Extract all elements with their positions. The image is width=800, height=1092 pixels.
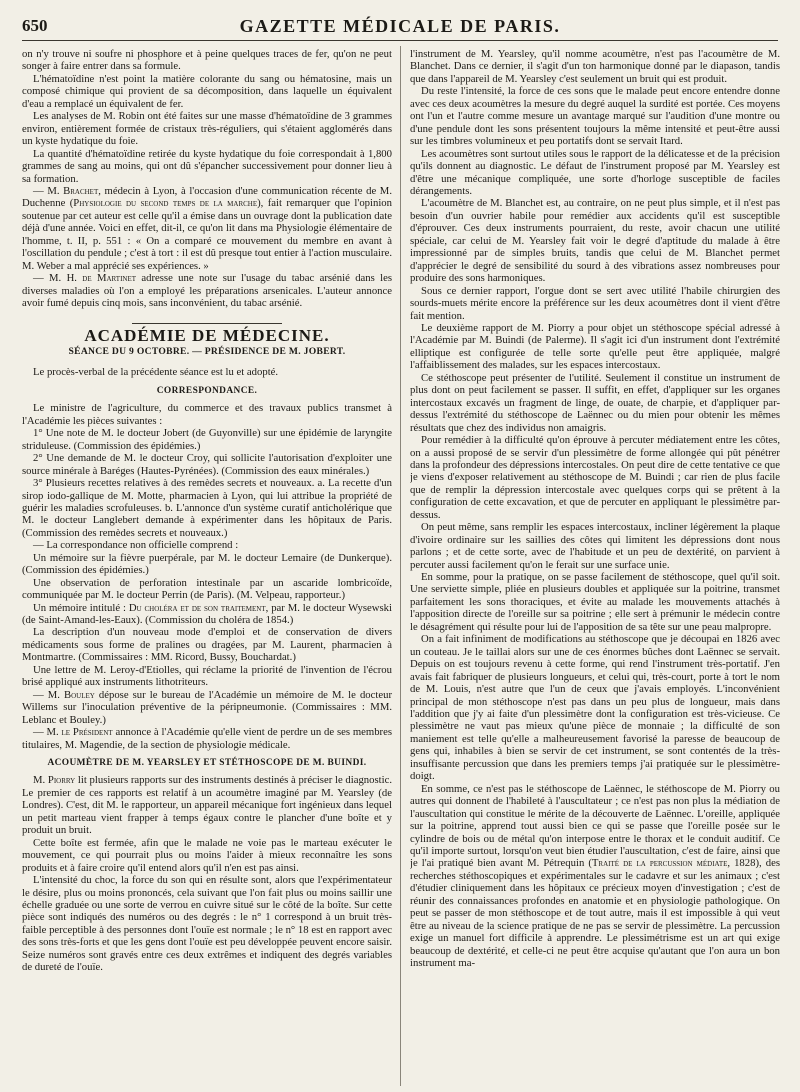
speaker-name: M. Piorry xyxy=(33,774,76,787)
paragraph-text: Un mémoire intitulé : xyxy=(33,601,129,614)
paragraph-text: , médecin à Lyon, à l'occasion d'une communication récente de M. Duchenne ( xyxy=(22,184,392,210)
paragraph: Du reste l'intensité, la force de ces sons que le malade peut encore entendre donne avec ces deux acoumètres la mesure du degré auquel la surdité est portée. Ces moyens ont l'un et l'autre comme mesure un avantage marqué sur l'audition d'une montre ou d'une pendule dont les sons présentent toujours la même intensité et peut-être aussi sur les timbres volumineux et peu portatifs dont se servait Itard. xyxy=(410,85,780,148)
work-title: Physiologie du second temps de la marche xyxy=(73,197,258,210)
paragraph-text: dépose sur le bureau de l'Académie un mémoire de M. le docteur Willems sur l'inoculation préventive de la péripneumonie. (Commissaires : MM. Leblanc et Bouley.) xyxy=(22,688,392,726)
page-number: 650 xyxy=(22,16,48,35)
paragraph: On a fait infiniment de modifications au stéthoscope que je découpai en 1826 avec un couteau. Je le taillai alors sur une de ces énormes bûches dont Laënnec se servait. Depuis on est toujours revenu à cette forme, qui rend l'instrument très-portatif. J'en avais fait fabriquer de plusieurs longueurs, et celui qui, très-court, porte à tort le nom de M. Louis, n'est autre que l'un de ceux que j'avais employés. L'inconvénient principal de mon stéthoscope n'est pas dans un peu plus de longueur, mais dans l'addition que j'y ai faite d'un plessimètre dont la configuration est très-vicieuse. Ce plessimètre ne vaut pas mieux qu'une pièce de monnaie ; la difficulté de son maniement est telle qu'elle a malheureusement favorisé la paresse de beaucoup de gens qui, inhabiles à bien se servir de cet instrument, se sont contentés de la très-insuffisante percussion que dans les premiers temps j'ai pratiquée sur le plessimètre-doigt. xyxy=(410,633,780,783)
paragraph: Sous ce dernier rapport, l'orgue dont se sert avec utilité l'habile chirurgien des sourds-muets mérite encore la préférence sur les deux acoumètres dont il vient d'être fait mention. xyxy=(410,284,780,322)
section-title: ACADÉMIE DE MÉDECINE. xyxy=(84,325,330,345)
paragraph-text: adresse une note sur l'usage du tabac arsénié dans les diverses maladies où l'on a employé les préparations arsenicales. L'auteur annonce avoir fumé depuis cinq mois, sans inconvénient, du tabac arsénié. xyxy=(22,272,392,310)
paragraph: Le ministre de l'agriculture, du commerce et des travaux publics transmet à l'Académie les pièces suivantes : xyxy=(22,402,392,427)
paragraph: L'intensité du choc, la force du son qui en résulte sont, alors que l'expérimentateur le désire, plus ou moins prononcés, cela suivant que l'on fait plus ou moins saillir une échelle graduée ou une sorte de verrou en cuivre situé sur le côté de la boîte. Sur cette pièce sont indiqués des numéros ou des degrés : le n° 1 correspond à un bruit très-faible perceptible à des personnes dont l'ouïe est normale ; le n° 18 est en rapport avec des sons très-forts et que les gens dont l'ouïe est peu développée peuvent encore saisir. Seize numéros sont gravés entre ces deux extrêmes et indiquent des degrés variables de dureté de l'ouïe. xyxy=(22,874,392,974)
paragraph: Le procès-verbal de la précédente séance est lu et adopté. xyxy=(33,366,279,379)
paragraph: Les analyses de M. Robin ont été faites sur une masse d'hématoïdine de 3 grammes environ, entièrement formée de cristaux très-réguliers, qui s'étaient agglomérés dans un kyste hydatique du foie. xyxy=(22,110,392,148)
paragraph-text: lit plusieurs rapports sur des instruments destinés à préciser le diagnostic. Le premier de ces rapports est relatif à un acoumètre imaginé par M. Yearsley (de Londres). C'est, dit M. le rapporteur, un appareil mécanique fort ingénieux dans lequel un petit marteau vient frapper à temps égaux contre le plancher d'une boîte et y produit un bruit. xyxy=(22,774,392,837)
paragraph-martinet: — M. H. de Martinet adresse une note sur l'usage du tabac arsénié dans les diverses maladies où l'on a employé les préparations arsenicales. L'auteur annonce avoir fumé depuis cinq mois, sans inconvénient, du tabac arsénié. xyxy=(22,272,392,310)
list-item: Une lettre de M. Leroy-d'Etiolles, qui réclame la priorité de l'invention de l'écrou brisé appliqué aux instruments lithotriteurs. xyxy=(22,663,392,689)
paragraph: Cette boîte est fermée, afin que le malade ne voie pas le marteau exécuter le mouvement, ce qui pourrait plus ou moins l'aider à mieux reconnaître les sons produits et à faire croire qu'il entend alors qu'il n'en est pas ainsi. xyxy=(22,836,392,874)
paragraph-piorry xyxy=(22,774,392,836)
speaker-name: M. Brachet xyxy=(47,184,99,197)
paragraph: Les acoumètres sont surtout utiles sous le rapport de la délicatesse et de la précision qu'ils donnent au diagnostic. Le défaut de l'instrument proposé par M. Yearsley est d'être une mécanique compliquée, une sorte d'horloge susceptible de faciles dérangements. xyxy=(410,147,780,197)
subheading-correspondance: CORRESPONDANCE. xyxy=(156,385,258,396)
paragraph-text: annonce à l'Académie qu'elle vient de perdre un de ses membres titulaires, M. Magendie, de la section de physiologie médicale. xyxy=(22,726,392,751)
paragraph: En somme, pour la pratique, on se passe facilement de stéthoscope, quel qu'il soit. Une serviette simple, pliée en plusieurs doubles et appliquée sur la poitrine, transmet parfaitement les sons thoraciques, et évite au malade les mouvements attachés à l'apposition directe de l'oreille sur sa poitrine ; elle sert à prémunir le médecin contre le désagrément qui résulte pour lui de l'apposition de sa tête sur une peau malpropre. xyxy=(410,571,780,633)
speaker-name: M. H. de Martinet xyxy=(49,272,137,285)
paragraph: — La correspondance non officielle comprend : xyxy=(33,539,239,552)
paragraph: La quantité d'hématoïdine retirée du kyste hydatique du foie correspondait à 1,800 grammes de sang au moins, qui ont dû s'épancher successivement pour donner lieu à sa formation. xyxy=(22,147,392,185)
page-header xyxy=(22,14,778,41)
paragraph: L'hématoïdine n'est point la matière colorante du sang ou hématosine, mais un composé chimique qui provient de sa décomposition, dans laquelle un équivalent d'eau a remplacé un équivalent de fer. xyxy=(22,72,392,110)
right-column xyxy=(410,48,780,1084)
paragraph-text: ), fait remarquer que l'opinion soutenue par cet auteur est celle qu'il a émise dans un ouvrage dont la publication date déjà d'une année. Voici en effet, dit-il, ce qu'on lit dans ma Physiologie élémentaire de l'homme, t. II, p. 551 : « On a comparé ce mouvement du membre en avant à l'oscillation du pendule ; c'est à tort : il est dû presque tout entier à l'action musculaire. M. Weber a mal apprécié ses expériences. » xyxy=(22,197,392,272)
column-divider xyxy=(400,46,401,1086)
paragraph-text: , 1828), des recherches stéthoscopiques et expérimentales sur le cadavre et sur les animaux ; c'est d'étudier cliniquement dans les hôpitaux ce précieux moyen d'investigation ; c'est de réunir des connaissances profondes en anatomie et en physiologie pathologique. On peut se passer de mon stéthoscope et de tout autre, mais il est impossible à qui veut être au niveau de la science pratique de ne pas se servir de plessimètre. La percussion exige un manuel fort difficile à apprendre. Le plessimétrisme est un art qui exige beaucoup de dextérité, et celle-ci ne peut être acquise qu'autant que l'on aura un bon instrument ma- xyxy=(410,857,780,970)
left-column xyxy=(22,48,392,1084)
paragraph-brachet: — M. Brachet, médecin à Lyon, à l'occasion d'une communication récente de M. Duchenne (Physiologie du second temps de la marche), fait remarquer que l'opinion soutenue par cet auteur est celle qu'il a émise dans un ouvrage dont la publication date déjà d'une année. Voici en effet, dit-il, ce qu'on lit dans ma Physiologie élémentaire de l'homme, t. II, p. 551 : « On a comparé ce mouvement du membre en avant à l'oscillation du pendule ; c'est à tort : il est dû presque tout entier à l'action musculaire. M. Weber a mal apprécié ses expériences. » xyxy=(22,184,392,272)
paragraph: L'acoumètre de M. Blanchet est, au contraire, on ne peut plus simple, et il n'est pas besoin d'un ouvrier habile pour remédier aux accidents qu'il est susceptible d'éprouver. Ces deux instruments pourraient, du reste, avoir chacun une utilité spéciale, car celui de M. Yearsley fait voir le degré d'aptitude du malade à être impressionné par de simples bruits, tandis que celui de M. Blanchet permet d'apprécier le degré de sensibilité du sourd à des vibrations assez nombreuses pour produire des sons harmoniques. xyxy=(410,197,780,285)
paragraph: Ce stéthoscope peut présenter de l'utilité. Seulement il constitue un instrument de plus dont on peut facilement se passer. Il suffit, en effet, d'appliquer sur les organes intercostaux excavés un fragment de linge, de ouate, de charpie, et d'appliquer par-dessus l'extrémité du stéthoscope de Laënnec ou du mien pour obtenir les mêmes résultats que chez des individus non amaigris. xyxy=(410,371,780,434)
list-item: Une observation de perforation intestinale par un ascaride lombricoïde, communiquée par M. le docteur Perrin (de Paris). (M. Velpeau, rapporteur.) xyxy=(22,576,392,602)
paragraph: Pour remédier à la difficulté qu'on éprouve à percuter médiatement entre les côtes, on a aussi proposé de se servir d'un plessimètre de forme allongée qui pût pénétrer dans la profondeur des dépressions intercostales. On peut dire de cette tentative ce que je viens d'exposer relativement au stéthoscope de M. Buindi ; car rien de plus facile que de remplir la dépression intercostale avec quelques corps qui se prêtent à la configuration de cette excavation, et que de percuter en appliquant le plessimètre par-dessus. xyxy=(410,434,780,521)
list-item: 3° Plusieurs recettes relatives à des remèdes secrets et nouveaux. a. La recette d'un sirop iodo-gallique de M. Motte, pharmacien à Lyon, qui lui attribue la propriété de guérir les maladies scrofuleuses. b. L'annonce d'un système curatif anticholérique que M. le docteur Langlebert demande à expérimenter dans les hôpitaux de Paris. (Commission des remèdes secrets et nouveaux.) xyxy=(22,477,392,539)
paragraph-bouley: — M. Bouley dépose sur le bureau de l'Académie un mémoire de M. le docteur Willems sur l'inoculation préventive de la péripneumonie. (Commissaires : MM. Leblanc et Bouley.) xyxy=(22,688,392,726)
paragraph: On peut même, sans remplir les espaces intercostaux, incliner légèrement la plaque d'ivoire ordinaire sur les saillies des côtes qui limitent les dépressions dont nous parlons ; et de cette sorte, avec de l'habitude et un peu de dextérité, on parvient à percuter aussi facilement qu'on le ferait sur une surface unie. xyxy=(410,521,780,571)
section-divider xyxy=(132,323,282,324)
list-item: Un mémoire sur la fièvre puerpérale, par M. le docteur Lemaire (de Dunkerque). (Commission des épidémies.) xyxy=(22,551,392,577)
paragraph-president: — M. le Président annonce à l'Académie qu'elle vient de perdre un de ses membres titulaires, M. Magendie, de la section de physiologie médicale. xyxy=(22,726,392,751)
list-item: 1° Une note de M. le docteur Jobert (de Guyonville) sur une épidémie de laryngite striduleuse. (Commission des épidémies.) xyxy=(22,427,392,452)
work-title: Traité de la percussion médiate xyxy=(591,857,728,870)
paragraph: on n'y trouve ni soufre ni phosphore et à peine quelques traces de fer, qu'on ne peut songer à faire entrer dans sa formule. xyxy=(22,48,392,73)
paragraph: l'instrument de M. Yearsley, qu'il nomme acoumètre, n'est pas l'acoumètre de M. Blanchet. Dans ce dernier, il s'agit d'un ton harmonique donné par le diapason, tandis que dans l'appareil de M. Yearsley c'est seulement un bruit qui est produit. xyxy=(410,48,780,85)
session-heading: SÉANCE DU 9 OCTOBRE. — PRÉSIDENCE DE M. JOBERT. xyxy=(68,345,346,357)
speaker-name: M. Bouley xyxy=(47,688,95,701)
work-title: Du choléra et de son traitement xyxy=(128,601,266,614)
speaker-name: M. le Président xyxy=(46,726,113,739)
list-item: La description d'un nouveau mode d'emploi et de conservation de divers médicaments sous forme de pralines ou dragées, par M. Laurent, pharmacien à Montmartre. (Commissaires : MM. Ricord, Bussy, Bouchardat.) xyxy=(22,626,392,664)
paragraph-text: , par M. le docteur Wysewski (de Saint-Amand-les-Eaux). (Commission du choléra de 1854.) xyxy=(22,601,392,627)
running-title: GAZETTE MÉDICALE DE PARIS. xyxy=(239,16,561,36)
list-item xyxy=(22,602,392,627)
paragraph-text: En somme, ce n'est pas le stéthoscope de Laënnec, le stéthoscope de M. Piorry ou autres qui donnent de l'habileté à l'auscultateur ; ce n'est pas non plus la médiation de l'auscultation qui constitue le mérite de la découverte de Laënnec. L'oreille, appliquée sur la poitrine, apprend tout aussi bien ce qui se passe que l'oreille posée sur le cylindre de bois ou de métal qu'on interpose entre le thorax et le conduit auditif. Ce qu'il importe surtout, lorsqu'on veut bien étudier l'auscultation, c'est de faire, ainsi que je l'ai pratiqué bien avant M. Pétrequin ( xyxy=(410,782,780,870)
subheading-acoumetre: ACOUMÈTRE DE M. YEARSLEY ET STÉTHOSCOPE DE M. BUINDI. xyxy=(47,758,367,769)
list-item: 2° Une demande de M. le docteur Croy, qui sollicite l'autorisation d'exploiter une source minérale à Baréges (Hautes-Pyrénées). (Commission des eaux minérales.) xyxy=(22,452,392,477)
paragraph xyxy=(410,783,780,970)
paragraph: Le deuxième rapport de M. Piorry a pour objet un stéthoscope spécial adressé à l'Académie par M. Buindi (de Palerme). Il s'agit ici d'un instrument dont l'extrémité elliptique est configurée de telle sorte qu'elle peut être appliquée, malgré l'affaiblissement des malades, sur les espaces intercostaux. xyxy=(410,321,780,372)
